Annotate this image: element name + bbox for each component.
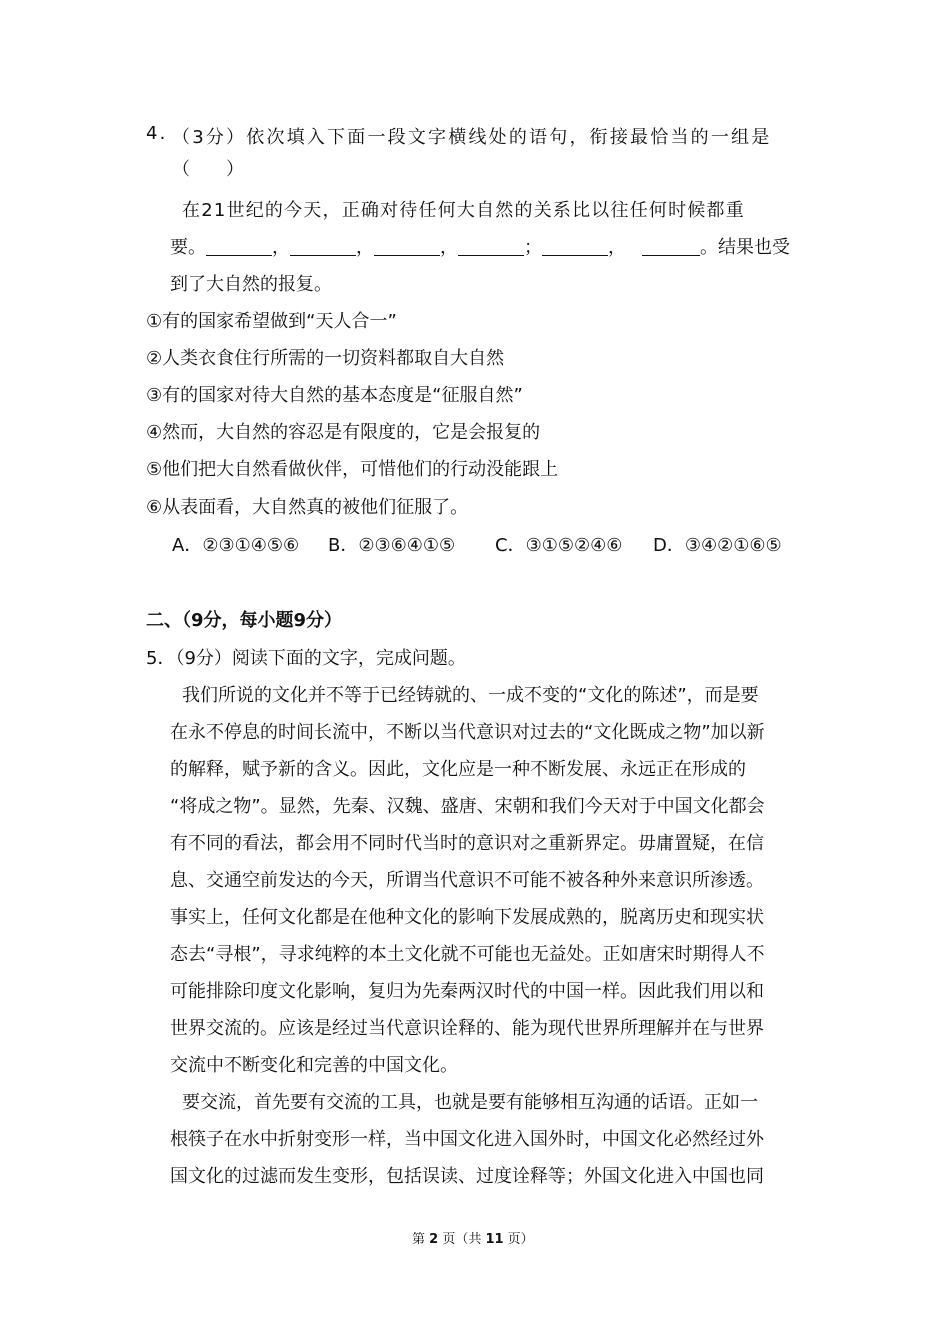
q4-option-b: B．②③⑥④①⑤	[328, 535, 456, 556]
q4-answer-paren: （ ）	[172, 159, 244, 180]
q4-item: ③有的国家对待大自然的基本态度是“征服自然”	[146, 385, 523, 406]
separator: ；	[524, 237, 542, 258]
separator: ，	[356, 237, 374, 258]
q4-option-c: C．③①⑤②④⑥	[495, 535, 623, 556]
q4-item: ⑤他们把大自然看做伙伴，可惜他们的行动没能跟上	[146, 459, 559, 480]
q5-passage-line: 交流中不断变化和完善的中国文化。	[170, 1055, 458, 1076]
q5-passage-line: 我们所说的文化并不等于已经铸就的、一成不变的“文化的陈述”，而是要	[182, 685, 759, 706]
separator: ，	[272, 237, 290, 258]
q5-passage-line: 国文化的过滤而发生变形，包括误读、过度诠释等；外国文化进入中国也同	[170, 1166, 764, 1187]
q5-passage-line: 在永不停息的时间长流中，不断以当代意识对过去的“文化既成之物”加以新	[170, 722, 765, 743]
footer-text: 页（共	[438, 1232, 486, 1247]
q5-passage-line: 态去“寻根”，寻求纯粹的本土文化就不可能也无益处。正如唐宋时期得人不	[170, 944, 765, 965]
fill-blank	[542, 237, 608, 256]
page-footer	[412, 1228, 534, 1247]
footer-total-pages: 11	[485, 1232, 504, 1247]
q4-passage-prefix: 要。	[170, 237, 206, 258]
q5-passage-line: 根筷子在水中折射变形一样，当中国文化进入国外时，中国文化必然经过外	[170, 1129, 764, 1150]
footer-text: 第	[412, 1232, 430, 1247]
footer-text: 页）	[503, 1232, 534, 1247]
q4-option-a: A．②③①④⑤⑥	[172, 535, 300, 556]
fill-blank	[458, 237, 524, 256]
q4-passage-suffix: 。结果也受	[700, 237, 790, 258]
fill-blank	[206, 237, 272, 256]
q4-passage-line: 到了大自然的报复。	[170, 274, 332, 295]
fill-blank	[374, 237, 440, 256]
fill-blank	[290, 237, 356, 256]
section-title: 二、（9分，每小题9分）	[146, 610, 343, 631]
q5-passage-line: 可能排除印度文化影响，复归为先秦两汉时代的中国一样。因此我们用以和	[170, 981, 764, 1002]
q4-item: ②人类衣食住行所需的一切资料都取自大自然	[146, 348, 505, 369]
q4-passage-line: 在21世纪的今天，正确对待任何大自然的关系比以往任何时候都重	[182, 200, 745, 221]
q4-item: ⑥从表面看，大自然真的被他们征服了。	[146, 497, 469, 518]
q4-option-d: D．③④②①⑥⑤	[653, 535, 782, 556]
q5-passage-line: 世界交流的。应该是经过当代意识诠释的、能为现代世界所理解并在与世界	[170, 1018, 764, 1039]
separator: ，	[440, 237, 458, 258]
q4-header: （3分）依次填入下面一段文字横线处的语句，衔接最恰当的一组是	[172, 127, 772, 148]
q5-passage-line: 的解释，赋予新的含义。因此，文化应是一种不断发展、永远正在形成的	[170, 759, 746, 780]
q4-number: 4.	[146, 123, 168, 144]
q4-item: ①有的国家希望做到“天人合一”	[146, 311, 397, 332]
q5-passage-line: 息、交通空前发达的今天，所谓当代意识不可能不被各种外来意识所渗透。	[170, 870, 764, 891]
q5-passage-line: 有不同的看法，都会用不同时代当时的意识对之重新界定。毋庸置疑，在信	[170, 833, 764, 854]
q5-header: 5．（9分）阅读下面的文字，完成问题。	[146, 648, 466, 669]
q5-passage-line: “将成之物”。显然，先秦、汉魏、盛唐、宋朝和我们今天对于中国文化都会	[170, 796, 765, 817]
footer-page-number: 2	[429, 1232, 439, 1247]
q4-item: ④然而，大自然的容忍是有限度的，它是会报复的	[146, 422, 541, 443]
q5-passage-line: 事实上，任何文化都是在他种文化的影响下发展成熟的，脱离历史和现实状	[170, 907, 764, 928]
q4-passage-blanks-line	[170, 236, 790, 260]
fill-blank	[642, 237, 700, 256]
q5-passage-line: 要交流，首先要有交流的工具，也就是要有能够相互沟通的话语。正如一	[182, 1092, 758, 1113]
separator: ，	[608, 237, 626, 258]
